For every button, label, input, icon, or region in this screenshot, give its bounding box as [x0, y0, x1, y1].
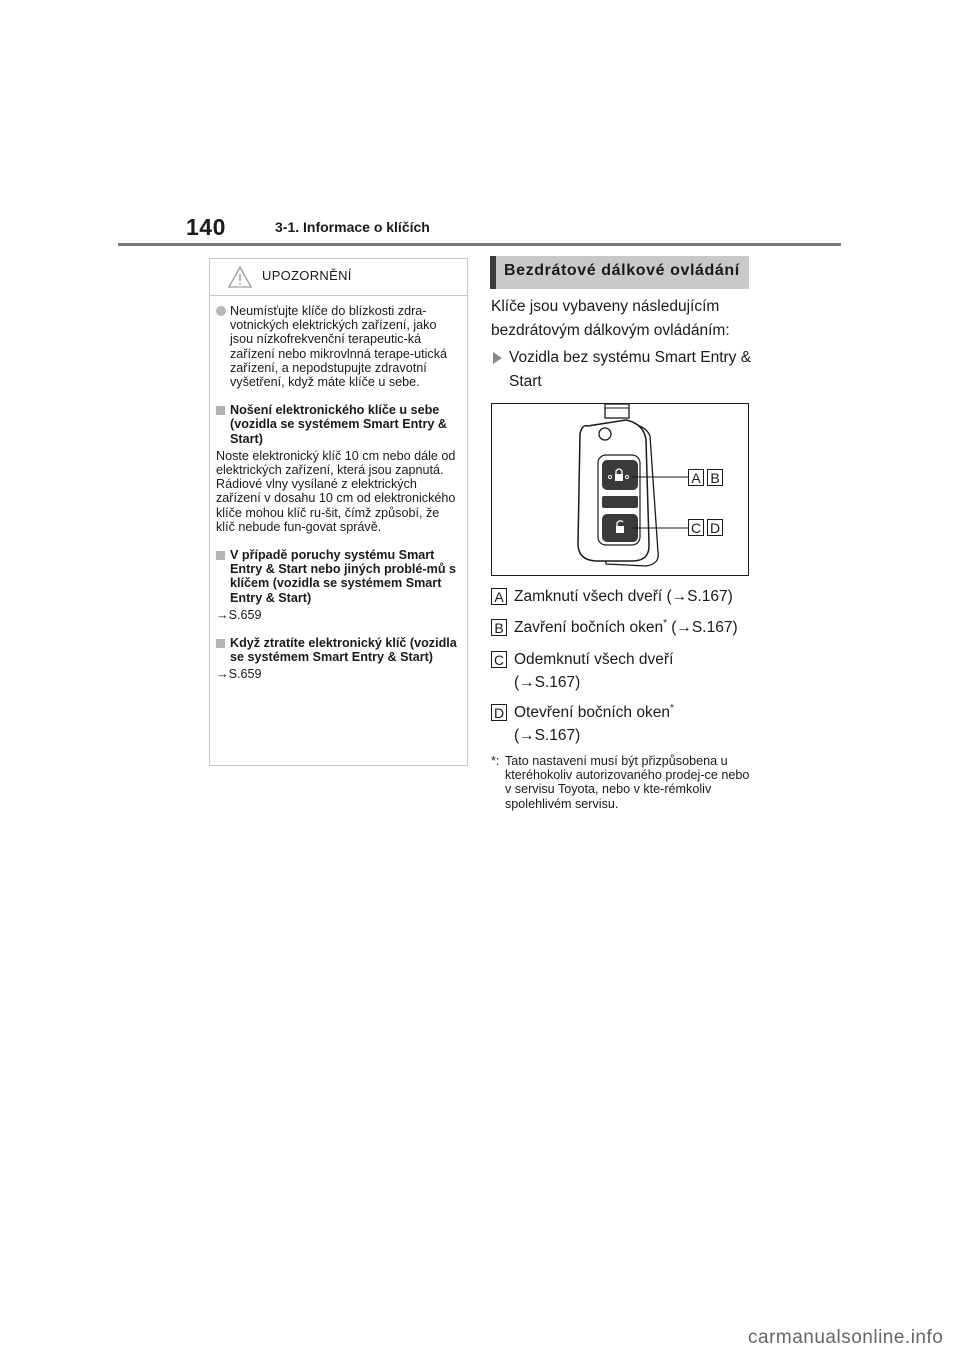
warning-bullet	[216, 304, 461, 389]
page-number: 140	[186, 214, 226, 240]
legend-letter: D	[491, 704, 507, 721]
page-reference: (→S.167)	[666, 619, 738, 636]
legend-letter: A	[491, 588, 507, 605]
vehicle-type-item	[491, 346, 753, 394]
callout-a: A	[688, 469, 704, 486]
warning-header	[210, 259, 467, 296]
footnote-star: *	[669, 702, 674, 714]
legend-text: Otevření bočních oken	[514, 704, 670, 721]
warning-section-text: Noste elektronický klíč 10 cm nebo dále od elektrických zařízení, která jsou zapnutá. Rádiové vlny vysílané z elektrických zařízení v dosahu 10 cm od elektronického klíče mohou klíč ru-šit, čímž způsobí, že klíč nebude fun-govat správě.	[216, 448, 456, 534]
callout-b: B	[707, 469, 723, 486]
warning-triangle-icon	[228, 266, 252, 288]
callout-ab	[688, 469, 723, 487]
footnote-star: *	[663, 617, 667, 629]
page-reference-link[interactable]: →S.659	[216, 607, 262, 622]
heading-text: Nošení elektronického klíče u sebe (vozidla se systémem Smart Entry & Start)	[230, 403, 447, 446]
legend-letter: B	[491, 619, 507, 636]
heading-text: Když ztratíte elektronický klíč (vozidla se systémem Smart Entry & Start)	[230, 636, 457, 665]
header-rule	[118, 243, 841, 246]
key-remote-illustration	[491, 403, 749, 576]
legend-text-wrap	[514, 617, 738, 639]
key-fob-icon	[492, 404, 748, 575]
footnote-mark: *:	[491, 754, 500, 768]
page-reference: (→S.167)	[514, 674, 581, 691]
square-bullet-icon	[216, 406, 225, 415]
legend-text: Zamknutí všech dveří (→S.167)	[514, 588, 733, 605]
square-bullet-icon	[216, 551, 225, 560]
warning-section-heading	[216, 548, 461, 605]
bullet-icon	[216, 306, 226, 316]
legend-letter: C	[491, 651, 507, 668]
legend-text-wrap	[514, 702, 674, 724]
section-heading-bar	[490, 256, 749, 289]
warning-section-heading	[216, 636, 461, 664]
warning-bullet-text: Neumísťujte klíče do blízkosti zdra-votnických elektrických zařízení, jako jsou nízkofrekvenční terapeutic-ká zařízení nebo mikrovlnná terape-utická zařízení, a nepodstupujte zdravotní vyšetření, když máte klíče u sebe.	[230, 304, 448, 390]
page-reference-link[interactable]: →S.659	[216, 667, 262, 682]
footnote	[491, 754, 756, 811]
warning-box	[209, 258, 468, 766]
square-bullet-icon	[216, 639, 225, 648]
callout-d: D	[707, 519, 723, 536]
section-heading: Bezdrátové dálkové ovládání	[504, 262, 740, 279]
warning-title: UPOZORNĚNÍ	[262, 268, 352, 283]
warning-section-heading	[216, 403, 461, 446]
heading-text: V případě poruchy systému Smart Entry & Start nebo jiných problé-mů s klíčem (vozidla se systémem Smart Entry & Start)	[230, 548, 457, 605]
footnote-text: Tato nastavení musí být přizpůsobena u kteréhokoliv autorizovaného prodej-ce nebo v servisu Toyota, nebo v kte-rémkoliv spolehlivém servisu.	[505, 754, 750, 811]
watermark: carmanualsonline.info	[748, 1327, 944, 1348]
legend-text: Odemknutí všech dveří	[514, 651, 674, 668]
page-reference: (→S.167)	[514, 727, 581, 744]
callout-c: C	[688, 519, 704, 536]
section-title: 3-1. Informace o klíčích	[275, 219, 430, 235]
vehicle-type-text: Vozidla bez systému Smart Entry & Start	[509, 349, 752, 390]
triangle-bullet-icon	[493, 352, 502, 364]
legend-text: Zavření bočních oken	[514, 619, 664, 636]
intro-text: Klíče jsou vybaveny následujícím bezdrátovým dálkovým ovládáním:	[491, 298, 730, 339]
callout-cd	[688, 519, 723, 537]
warning-body	[210, 296, 467, 682]
